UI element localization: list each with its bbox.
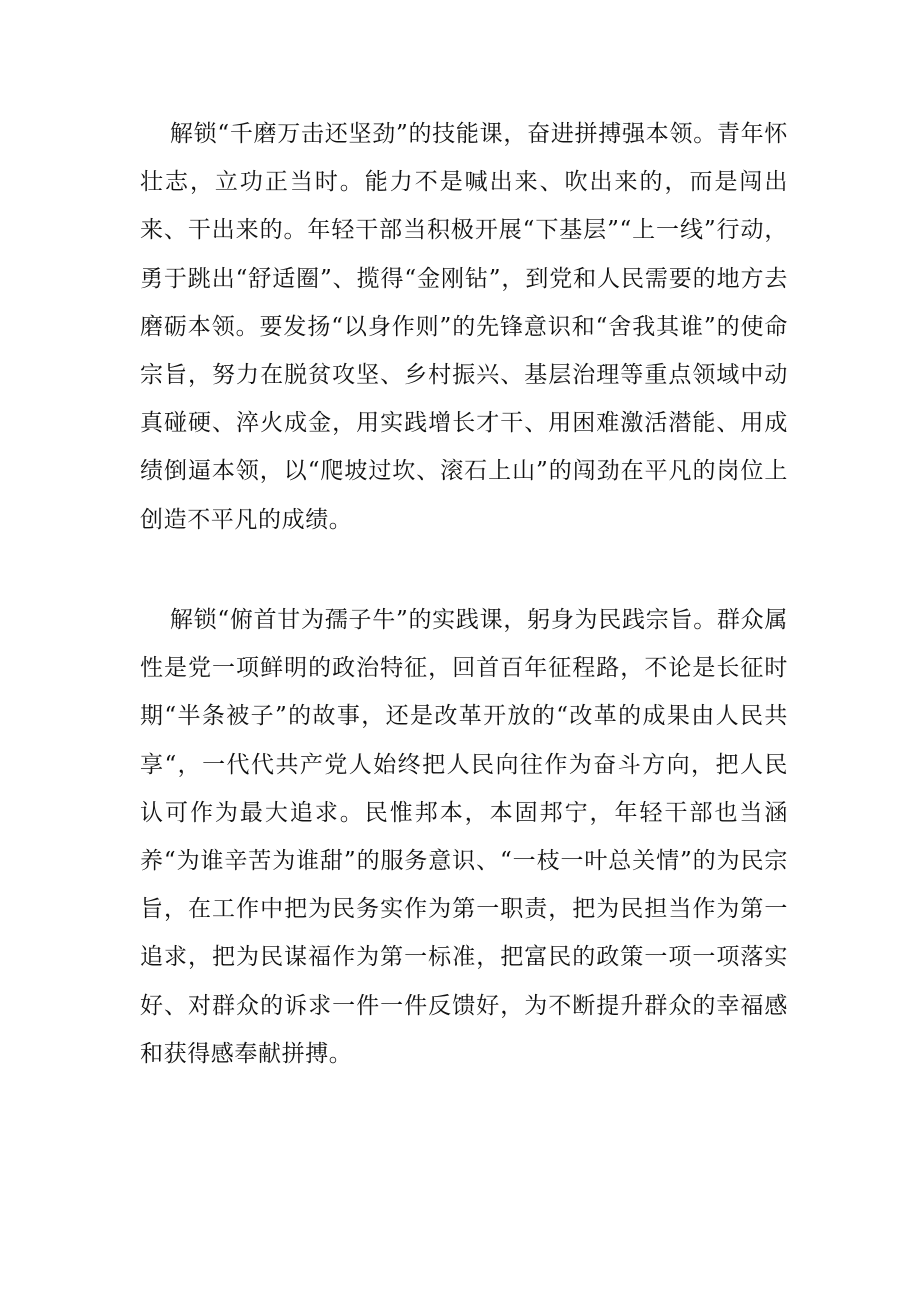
paragraph-practice-lesson: 解锁“俯首甘为孺子牛”的实践课，躬身为民践宗旨。群众属性是党一项鲜明的政治特征，回首百年征程路，不论是长征时期“半条被子”的故事，还是改革开放的“改革的成果由人民共享“，一代代共产党人始终把人民向往作为奋斗方向，把人民认可作为最大追求。民惟邦本，本固邦宁，年轻干部也当涵养“为谁辛苦为谁甜”的服务意识、“一枝一叶总关情”的为民宗旨，在工作中把为民务实作为第一职责，把为民担当作为第一追求，把为民谋福作为第一标准，把富民的政策一项一项落实好、对群众的诉求一件一件反馈好，为不断提升群众的幸福感和获得感奉献拼搏。	[140, 607, 788, 1067]
paragraph-skills-lesson: 解锁“千磨万击还坚劲”的技能课，奋进拼搏强本领。青年怀壮志，立功正当时。能力不是喊出来、吹出来的，而是闯出来、干出来的。年轻干部当积极开展“下基层”“上一线”行动，勇于跳出“舒适圈”、揽得“金刚钻”，到党和人民需要的地方去磨砺本领。要发扬“以身作则”的先锋意识和“舍我其谁”的使命宗旨，努力在脱贫攻坚、乡村振兴、基层治理等重点领域中动真碰硬、淬火成金，用实践增长才干、用困难激活潜能、用成绩倒逼本领，以“爬坡过坎、滚石上山”的闯劲在平凡的岗位上创造不平凡的成绩。	[140, 121, 788, 533]
